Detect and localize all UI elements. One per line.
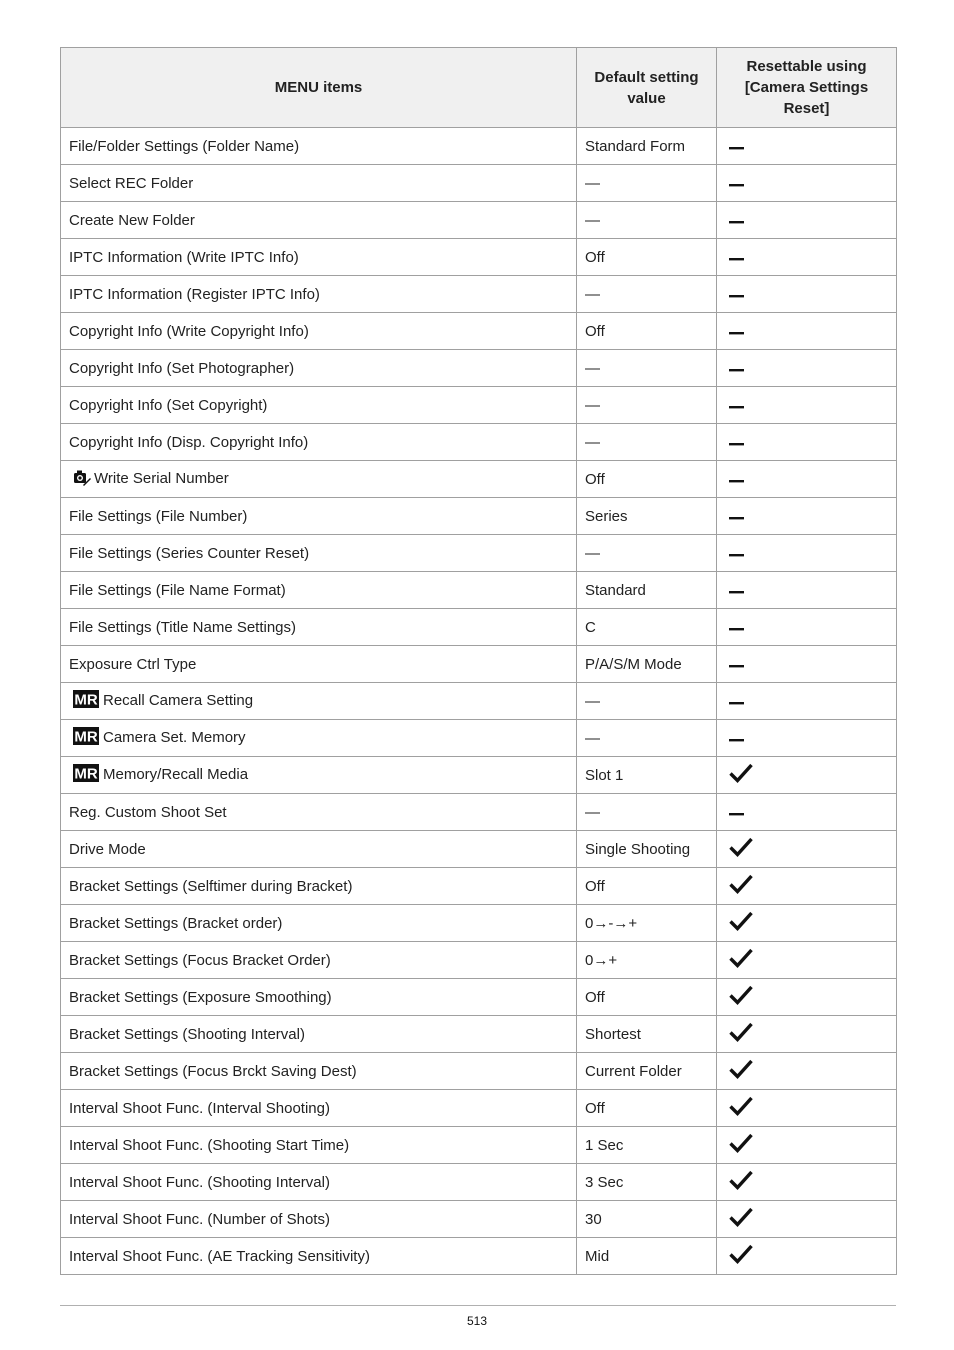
menu-item-cell: [61, 683, 577, 720]
resettable-cell: [717, 794, 897, 831]
table-row: [61, 720, 897, 757]
resettable-cell: [717, 1164, 897, 1201]
table-row: [61, 794, 897, 831]
default-value-cell: Off: [577, 979, 717, 1016]
table-row: [61, 683, 897, 720]
footer-divider: [60, 1305, 896, 1306]
default-value-cell: Standard: [577, 572, 717, 609]
menu-item-label: Bracket Settings (Bracket order): [69, 914, 283, 932]
menu-item-label: Bracket Settings (Shooting Interval): [69, 1025, 305, 1043]
resettable-cell: [717, 461, 897, 498]
default-value-cell: Standard Form: [577, 128, 717, 165]
table-row: [61, 757, 897, 794]
resettable-cell: [717, 942, 897, 979]
checkmark-icon: [729, 763, 753, 787]
resettable-cell: [717, 1127, 897, 1164]
menu-item-cell: [61, 572, 577, 609]
menu-item-cell: [61, 1164, 577, 1201]
menu-item-cell: [61, 609, 577, 646]
menu-item-label: Copyright Info (Set Photographer): [69, 359, 295, 377]
menu-item-cell: [61, 128, 577, 165]
resettable-cell: [717, 683, 897, 720]
menu-item-cell: [61, 387, 577, 424]
menu-item-label: Bracket Settings (Focus Brckt Saving Dest): [69, 1062, 357, 1080]
menu-item-cell: [61, 1201, 577, 1238]
default-value-cell: C: [577, 609, 717, 646]
header-menu-items: MENU items: [61, 48, 577, 128]
table-row: [61, 350, 897, 387]
table-row: [61, 202, 897, 239]
default-value-cell: —: [577, 276, 717, 313]
dash-icon: [729, 545, 745, 562]
default-value-cell: —: [577, 350, 717, 387]
menu-item-label: Drive Mode: [69, 840, 146, 858]
table-row: [61, 1053, 897, 1090]
menu-item-cell: [61, 868, 577, 905]
header-default-value: Default setting value: [577, 48, 717, 128]
dash-icon: [729, 360, 745, 377]
resettable-cell: [717, 905, 897, 942]
menu-item-cell: [61, 831, 577, 868]
checkmark-icon: [729, 1244, 753, 1268]
table-row: [61, 461, 897, 498]
menu-item-cell: [61, 979, 577, 1016]
resettable-cell: [717, 387, 897, 424]
dash-icon: [729, 804, 745, 821]
default-value-cell: —: [577, 202, 717, 239]
checkmark-icon: [729, 837, 753, 861]
mr-icon-label: MR: [74, 728, 98, 745]
menu-item-cell: [61, 498, 577, 535]
checkmark-icon: [729, 948, 753, 972]
mr-icon: [73, 727, 99, 749]
table-header-row: [61, 48, 897, 128]
resettable-cell: [717, 979, 897, 1016]
menu-item-cell: [61, 461, 577, 498]
checkmark-icon: [729, 1022, 753, 1046]
default-value-cell: Current Folder: [577, 1053, 717, 1090]
menu-item-cell: [61, 1127, 577, 1164]
default-value-cell: Mid: [577, 1238, 717, 1275]
menu-item-label: Bracket Settings (Exposure Smoothing): [69, 988, 332, 1006]
table-row: [61, 128, 897, 165]
table-row: [61, 905, 897, 942]
resettable-cell: [717, 535, 897, 572]
default-value-cell: 0→-→+: [577, 905, 717, 942]
resettable-cell: [717, 313, 897, 350]
menu-item-label: Interval Shoot Func. (Shooting Interval): [69, 1173, 330, 1191]
resettable-cell: [717, 572, 897, 609]
table-row: [61, 1016, 897, 1053]
settings-table: [60, 47, 897, 1275]
resettable-cell: [717, 1090, 897, 1127]
menu-item-cell: [61, 1016, 577, 1053]
menu-item-cell: [61, 1090, 577, 1127]
camera-pen-icon: [73, 468, 91, 490]
menu-item-cell: [61, 424, 577, 461]
menu-item-cell: [61, 350, 577, 387]
table-row: [61, 313, 897, 350]
default-value-cell: Off: [577, 868, 717, 905]
dash-icon: [729, 508, 745, 525]
table-row: [61, 646, 897, 683]
table-row: [61, 572, 897, 609]
table-row: [61, 979, 897, 1016]
dash-icon: [729, 212, 745, 229]
page-number: 513: [466, 1314, 488, 1328]
table-row: [61, 1201, 897, 1238]
menu-item-cell: [61, 165, 577, 202]
default-value-cell: —: [577, 683, 717, 720]
menu-item-label: File Settings (Title Name Settings): [69, 618, 297, 636]
menu-item-label: IPTC Information (Register IPTC Info): [69, 285, 320, 303]
dash-icon: [729, 397, 745, 414]
table-row: [61, 942, 897, 979]
default-value-cell: Off: [577, 313, 717, 350]
dash-icon: [729, 175, 745, 192]
table-row: [61, 424, 897, 461]
default-value-cell: 30: [577, 1201, 717, 1238]
table-row: [61, 1127, 897, 1164]
table-row: [61, 868, 897, 905]
default-value-cell: Off: [577, 1090, 717, 1127]
mr-icon-label: MR: [74, 765, 98, 782]
checkmark-icon: [729, 911, 753, 935]
resettable-cell: [717, 831, 897, 868]
dash-icon: [729, 693, 745, 710]
checkmark-icon: [729, 985, 753, 1009]
menu-item-cell: [61, 239, 577, 276]
dash-icon: [729, 249, 745, 266]
default-value-cell: 0→+: [577, 942, 717, 979]
menu-item-label: Select REC Folder: [69, 174, 194, 192]
table-row: [61, 276, 897, 313]
menu-item-label: Bracket Settings (Selftimer during Bracket): [69, 877, 353, 895]
table-row: [61, 1164, 897, 1201]
table-row: [61, 535, 897, 572]
default-value-cell: Series: [577, 498, 717, 535]
mr-icon: [73, 690, 99, 712]
menu-item-cell: [61, 313, 577, 350]
resettable-cell: [717, 424, 897, 461]
default-value-cell: 1 Sec: [577, 1127, 717, 1164]
menu-item-label: Interval Shoot Func. (Shooting Start Time): [69, 1136, 350, 1154]
default-value-cell: 3 Sec: [577, 1164, 717, 1201]
resettable-cell: [717, 276, 897, 313]
menu-item-label: Reg. Custom Shoot Set: [69, 803, 227, 821]
table-row: [61, 609, 897, 646]
checkmark-icon: [729, 1207, 753, 1231]
menu-item-cell: [61, 942, 577, 979]
menu-item-label: File Settings (File Name Format): [69, 581, 286, 599]
dash-icon: [729, 656, 745, 673]
menu-item-cell: [61, 757, 577, 794]
dash-icon: [729, 138, 745, 155]
menu-item-cell: [61, 1053, 577, 1090]
default-value-cell: Off: [577, 461, 717, 498]
dash-icon: [729, 730, 745, 747]
dash-icon: [729, 471, 745, 488]
resettable-cell: [717, 1053, 897, 1090]
default-value-cell: —: [577, 165, 717, 202]
mr-icon-label: MR: [74, 691, 98, 708]
resettable-cell: [717, 868, 897, 905]
default-value-cell: —: [577, 387, 717, 424]
resettable-cell: [717, 239, 897, 276]
checkmark-icon: [729, 1059, 753, 1083]
default-value-cell: —: [577, 794, 717, 831]
menu-item-label: IPTC Information (Write IPTC Info): [69, 248, 299, 266]
menu-item-label: File/Folder Settings (Folder Name): [69, 137, 300, 155]
table-row: [61, 831, 897, 868]
menu-item-label: Exposure Ctrl Type: [69, 655, 197, 673]
menu-item-label: Interval Shoot Func. (Number of Shots): [69, 1210, 330, 1228]
resettable-cell: [717, 646, 897, 683]
table-row: [61, 387, 897, 424]
checkmark-icon: [729, 874, 753, 898]
menu-item-cell: [61, 276, 577, 313]
menu-item-label: File Settings (Series Counter Reset): [69, 544, 310, 562]
menu-item-label: Recall Camera Setting: [103, 691, 254, 709]
menu-item-label: Copyright Info (Write Copyright Info): [69, 322, 309, 340]
resettable-cell: [717, 1238, 897, 1275]
dash-icon: [729, 323, 745, 340]
menu-item-label: Copyright Info (Set Copyright): [69, 396, 268, 414]
default-value-cell: P/A/S/M Mode: [577, 646, 717, 683]
menu-item-label: Create New Folder: [69, 211, 195, 229]
default-value-cell: —: [577, 424, 717, 461]
menu-item-label: Memory/Recall Media: [103, 765, 249, 783]
default-value-cell: Shortest: [577, 1016, 717, 1053]
resettable-cell: [717, 202, 897, 239]
dash-icon: [729, 582, 745, 599]
menu-item-label: Bracket Settings (Focus Bracket Order): [69, 951, 331, 969]
menu-item-cell: [61, 905, 577, 942]
default-value-cell: —: [577, 720, 717, 757]
default-value-cell: Off: [577, 239, 717, 276]
dash-icon: [729, 434, 745, 451]
resettable-cell: [717, 757, 897, 794]
menu-item-cell: [61, 1238, 577, 1275]
checkmark-icon: [729, 1096, 753, 1120]
default-value-cell: —: [577, 535, 717, 572]
menu-item-cell: [61, 720, 577, 757]
resettable-cell: [717, 720, 897, 757]
menu-item-cell: [61, 794, 577, 831]
table-row: [61, 165, 897, 202]
menu-item-label: Interval Shoot Func. (Interval Shooting): [69, 1099, 330, 1117]
resettable-cell: [717, 165, 897, 202]
menu-item-label: Copyright Info (Disp. Copyright Info): [69, 433, 309, 451]
checkmark-icon: [729, 1133, 753, 1157]
mr-icon: [73, 764, 99, 786]
menu-item-cell: [61, 646, 577, 683]
table-row: [61, 498, 897, 535]
header-resettable: Resettable using [Camera Settings Reset]: [717, 48, 897, 128]
table-row: [61, 1238, 897, 1275]
menu-item-cell: [61, 535, 577, 572]
dash-icon: [729, 619, 745, 636]
menu-item-label: File Settings (File Number): [69, 507, 248, 525]
resettable-cell: [717, 498, 897, 535]
resettable-cell: [717, 1201, 897, 1238]
dash-icon: [729, 286, 745, 303]
resettable-cell: [717, 350, 897, 387]
menu-item-cell: [61, 202, 577, 239]
table-body: [61, 128, 897, 1275]
menu-item-label: Camera Set. Memory: [103, 728, 246, 746]
table-row: [61, 1090, 897, 1127]
menu-item-label: Interval Shoot Func. (AE Tracking Sensitivity): [69, 1247, 370, 1265]
default-value-cell: Single Shooting: [577, 831, 717, 868]
default-value-cell: Slot 1: [577, 757, 717, 794]
resettable-cell: [717, 1016, 897, 1053]
checkmark-icon: [729, 1170, 753, 1194]
table-row: [61, 239, 897, 276]
resettable-cell: [717, 128, 897, 165]
resettable-cell: [717, 609, 897, 646]
menu-item-label: Write Serial Number: [94, 469, 229, 487]
